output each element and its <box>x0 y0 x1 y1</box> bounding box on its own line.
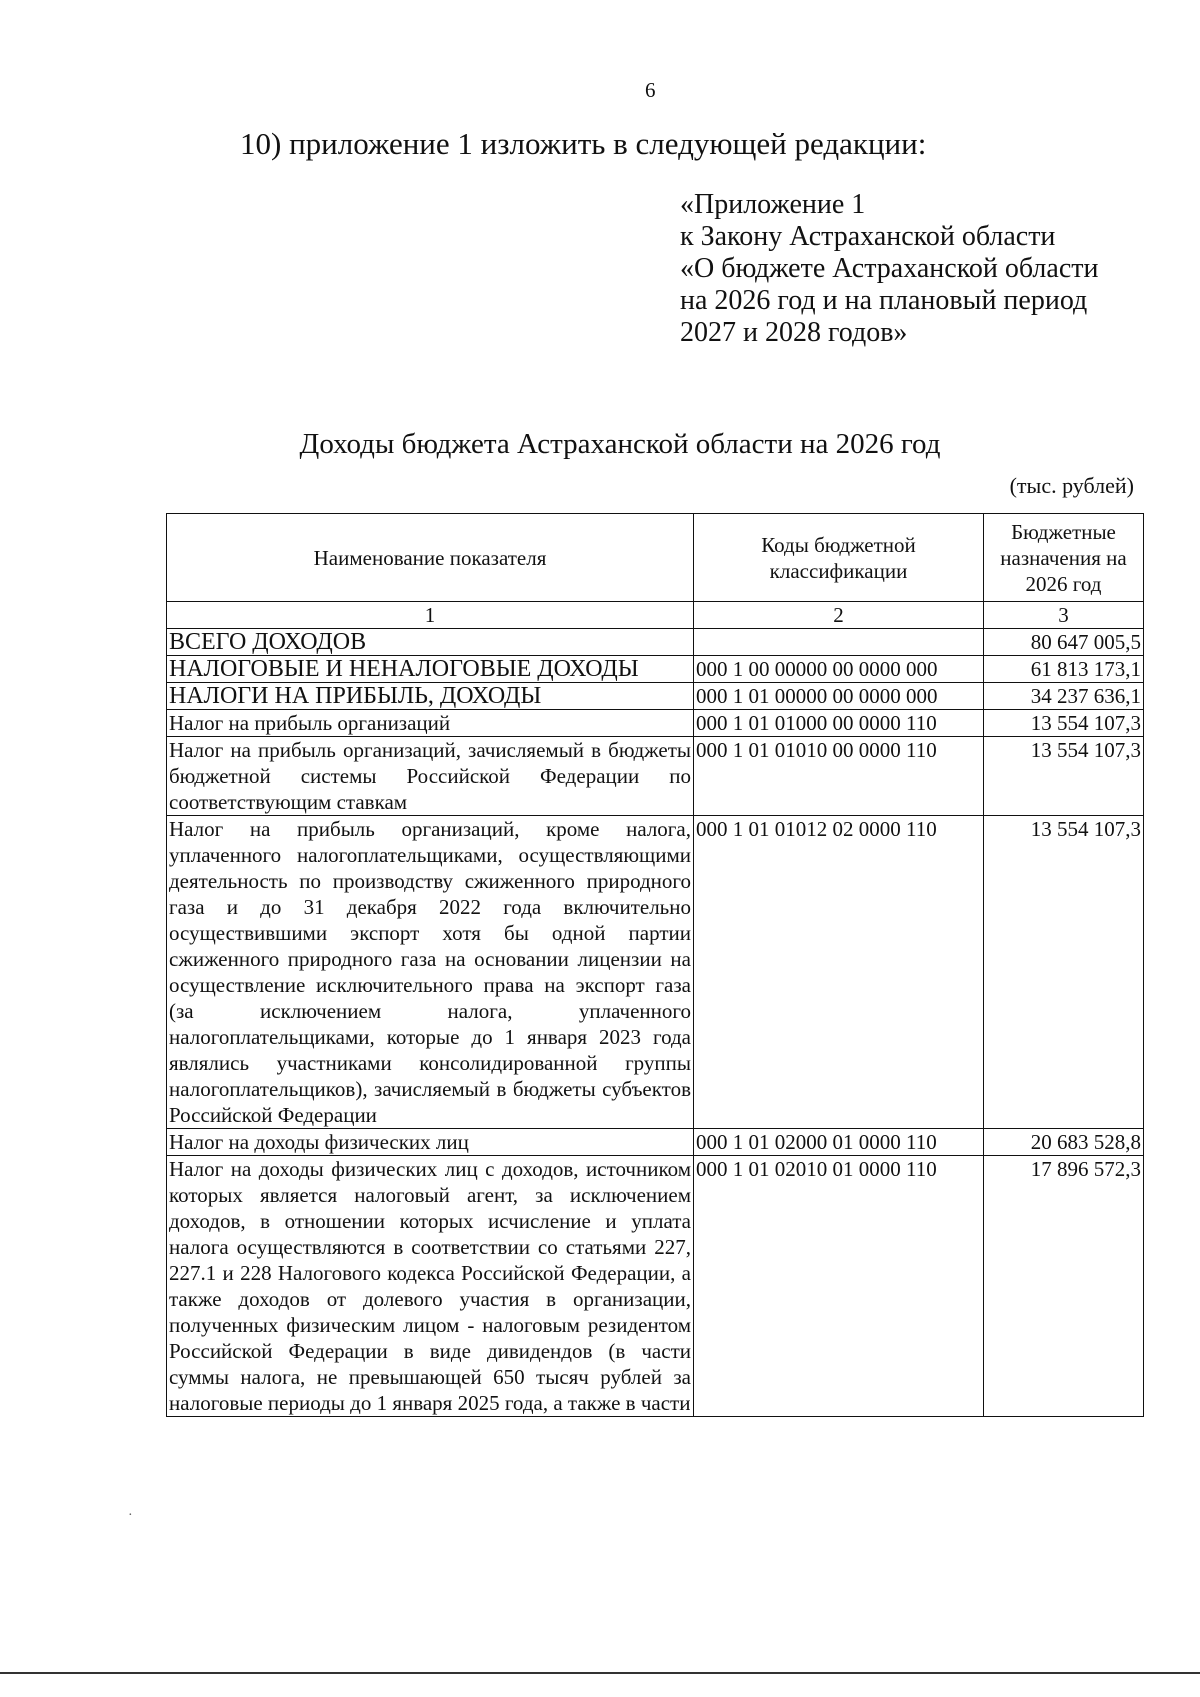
column-number: 2 <box>694 602 984 629</box>
revenue-table <box>166 513 1144 1417</box>
row-name: Налог на прибыль организаций <box>167 710 694 737</box>
column-number: 1 <box>167 602 694 629</box>
row-name: Налог на доходы физических лиц <box>167 1129 694 1156</box>
table-row <box>167 816 1144 1129</box>
row-code: 000 1 01 00000 00 0000 000 <box>694 683 984 710</box>
row-name: Налог на прибыль организаций, зачисляемый в бюджеты бюджетной системы Российской Федерации по соответствующим ставкам <box>167 737 694 816</box>
row-amount: 61 813 173,1 <box>984 656 1144 683</box>
margin-dot: · <box>128 1508 133 1523</box>
row-amount: 80 647 005,5 <box>984 629 1144 656</box>
row-amount: 17 896 572,3 <box>984 1156 1144 1417</box>
table-row <box>167 710 1144 737</box>
bottom-divider <box>0 1672 1200 1674</box>
table-row <box>167 683 1144 710</box>
table-header-row <box>167 514 1144 602</box>
page-number: 6 <box>645 78 656 102</box>
document-title: Доходы бюджета Астраханской области на 2026 год <box>299 428 941 460</box>
row-amount: 13 554 107,3 <box>984 737 1144 816</box>
row-name: ВСЕГО ДОХОДОВ <box>167 629 694 656</box>
annex-line: 2027 и 2028 годов» <box>680 317 908 348</box>
row-code: 000 1 01 02000 01 0000 110 <box>694 1129 984 1156</box>
row-amount: 13 554 107,3 <box>984 816 1144 1129</box>
table-row <box>167 629 1144 656</box>
annex-line: «Приложение 1 <box>680 189 866 220</box>
units-note: (тыс. рублей) <box>1009 473 1134 498</box>
header-indicator-name: Наименование показателя <box>167 514 694 602</box>
table-row <box>167 737 1144 816</box>
annex-line: «О бюджете Астраханской области <box>680 253 1099 284</box>
table-row <box>167 1129 1144 1156</box>
row-code: 000 1 01 02010 01 0000 110 <box>694 1156 984 1417</box>
annex-line: к Закону Астраханской области <box>680 221 1056 252</box>
row-name: НАЛОГОВЫЕ И НЕНАЛОГОВЫЕ ДОХОДЫ <box>167 656 694 683</box>
row-code <box>694 629 984 656</box>
column-number: 3 <box>984 602 1144 629</box>
table-row <box>167 656 1144 683</box>
row-name: НАЛОГИ НА ПРИБЫЛЬ, ДОХОДЫ <box>167 683 694 710</box>
amendment-intro: 10) приложение 1 изложить в следующей редакции: <box>240 126 927 161</box>
annex-heading <box>680 189 1098 349</box>
row-code: 000 1 01 01012 02 0000 110 <box>694 816 984 1129</box>
annex-line: на 2026 год и на плановый период <box>680 285 1088 316</box>
header-budget-codes: Коды бюджетной классификации <box>694 514 984 602</box>
row-amount: 13 554 107,3 <box>984 710 1144 737</box>
row-name: Налог на прибыль организаций, кроме налога, уплаченного налогоплательщиками, осуществляющими деятельность по производству сжиженного природного газа и до 31 декабря 2022 года включительно осуществившими экспорт хотя бы одной партии сжиженного природного газа на основании лицензии на осуществление исключительного права на экспорт газа (за исключением налога, уплаченного налогоплательщиками, которые до 1 января 2023 года являлись участниками консолидированной группы налогоплательщиков), зачисляемый в бюджеты субъектов Российской Федерации <box>167 816 694 1129</box>
row-code: 000 1 00 00000 00 0000 000 <box>694 656 984 683</box>
row-name: Налог на доходы физических лиц с доходов, источником которых является налоговый агент, за исключением доходов, в отношении которых исчисление и уплата налога осуществляются в соответствии со статьями 227, 227.1 и 228 Налогового кодекса Российской Федерации, а также доходов от долевого участия в организации, полученных физическим лицом - налоговым резидентом Российской Федерации в виде дивидендов (в части суммы налога, не превышающей 650 тысяч рублей за налоговые периоды до 1 января 2025 года, а также в части <box>167 1156 694 1417</box>
row-code: 000 1 01 01000 00 0000 110 <box>694 710 984 737</box>
table-row <box>167 1156 1144 1417</box>
header-budget-allocations: Бюджетные назначения на 2026 год <box>984 514 1144 602</box>
row-code: 000 1 01 01010 00 0000 110 <box>694 737 984 816</box>
column-number-row <box>167 602 1144 629</box>
row-amount: 20 683 528,8 <box>984 1129 1144 1156</box>
row-amount: 34 237 636,1 <box>984 683 1144 710</box>
